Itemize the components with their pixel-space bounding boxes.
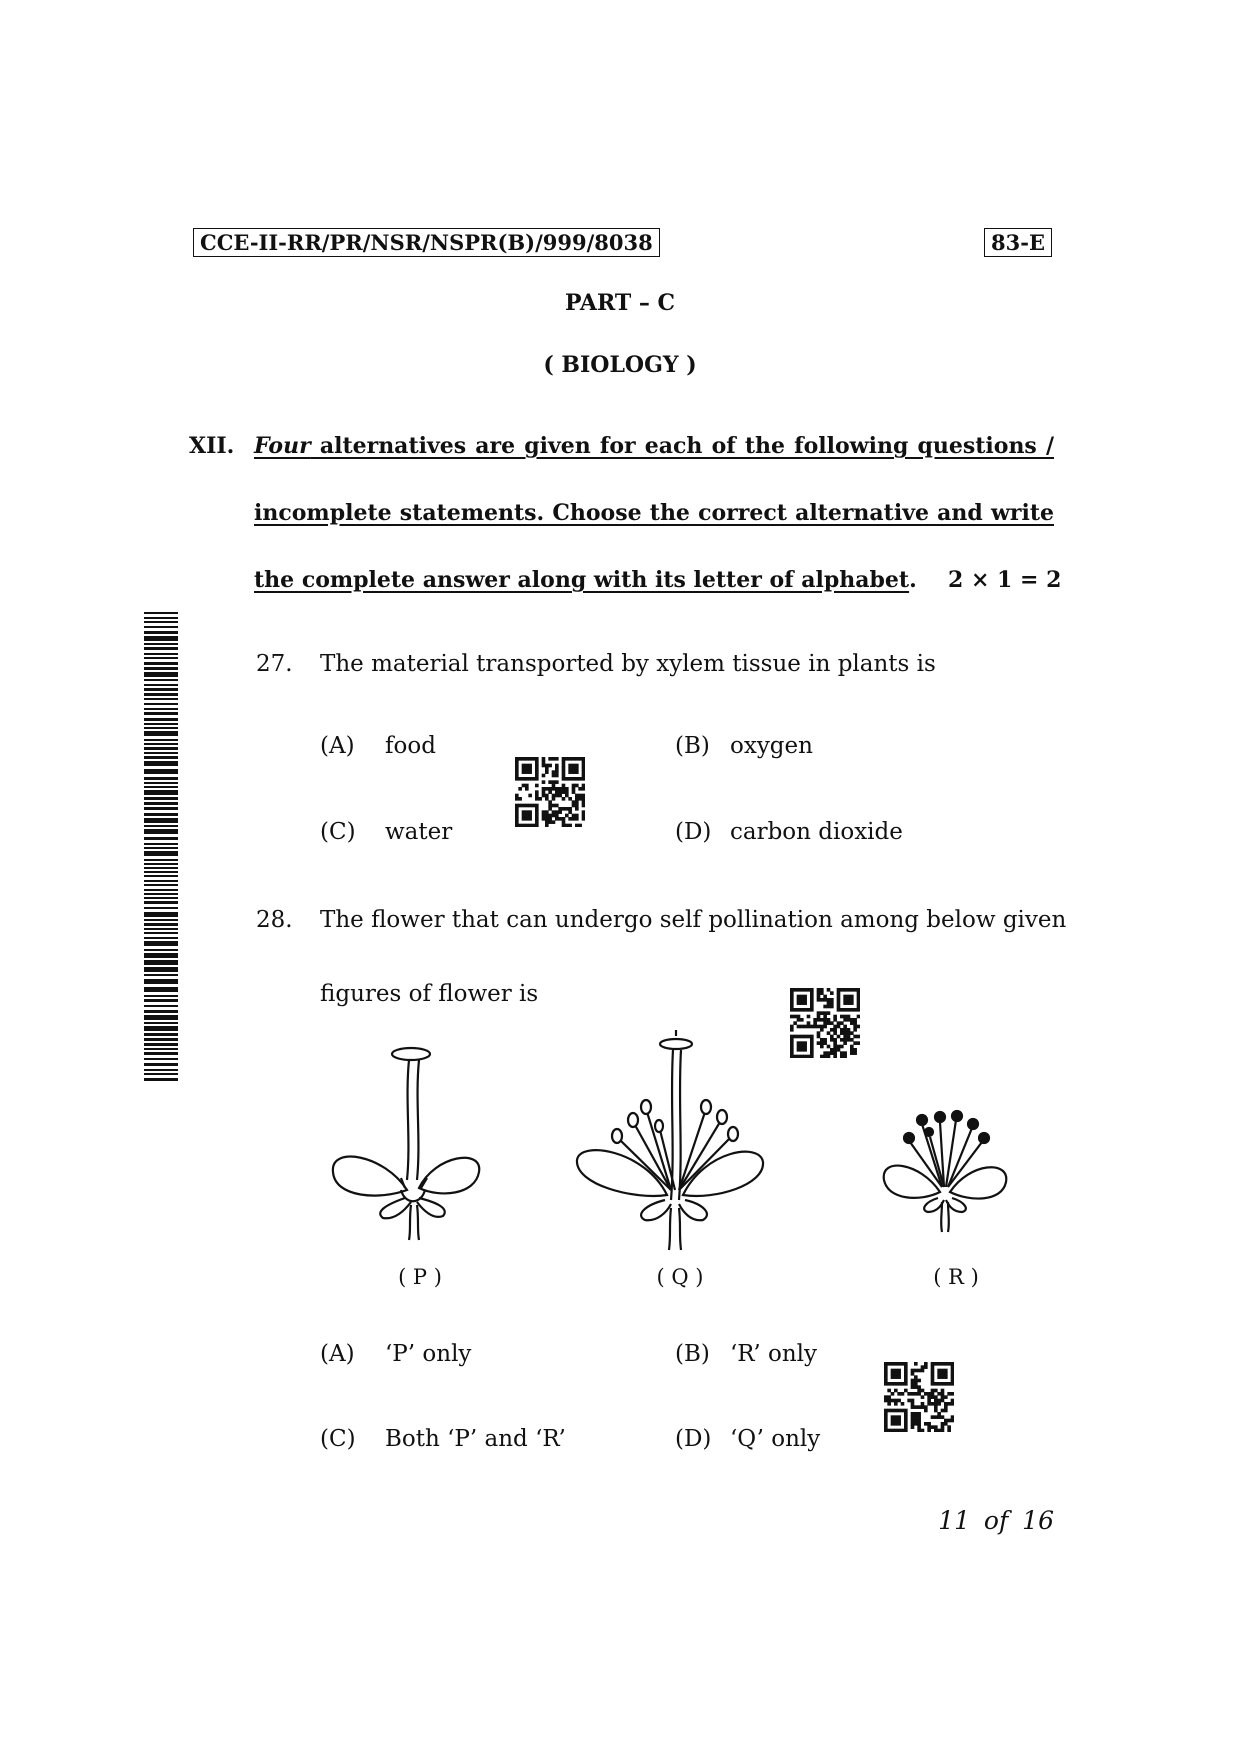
q28-option-a-text: ‘P’ only <box>385 1341 472 1367</box>
q28-option-b-text: ‘R’ only <box>730 1341 818 1367</box>
paper-code: 83-E <box>984 228 1052 257</box>
flower-figure-r <box>880 1102 1010 1236</box>
exam-code: CCE-II-RR/PR/NSR/NSPR(B)/999/8038 <box>193 228 660 257</box>
q28-option-c-text: Both ‘P’ and ‘R’ <box>385 1426 566 1452</box>
instruction-line-3-end: . <box>909 567 917 593</box>
question-28-text-line-1: The flower that can undergo self pollination among below given <box>320 907 1067 933</box>
instruction-line-3 <box>254 566 917 594</box>
q27-option-b-letter: (B) <box>675 733 710 759</box>
q27-option-a-text: food <box>385 733 436 759</box>
flower-figure-p <box>325 1040 495 1244</box>
figure-caption-q: ( Q ) <box>656 1265 704 1289</box>
q27-option-c-letter: (C) <box>320 819 356 845</box>
figure-caption-r: ( R ) <box>933 1265 979 1289</box>
qr-code-icon <box>790 988 860 1058</box>
instruction-line-1 <box>254 432 1054 460</box>
q28-option-c-letter: (C) <box>320 1426 356 1452</box>
instruction-line-3-text: the complete answer along with its letter of alphabet <box>254 567 910 593</box>
q28-option-b-letter: (B) <box>675 1341 710 1367</box>
question-27-number: 27. <box>256 651 293 677</box>
part-title: PART – C <box>564 290 676 316</box>
flower-figure-q <box>575 1030 765 1254</box>
question-28-text-line-2: figures of flower is <box>320 981 539 1007</box>
question-28-number: 28. <box>256 907 293 933</box>
instruction-four: Four <box>254 433 311 459</box>
q28-option-d-text: ‘Q’ only <box>730 1426 821 1452</box>
marks: 2 × 1 = 2 <box>948 567 1062 593</box>
q28-option-a-letter: (A) <box>320 1341 355 1367</box>
section-number: XII. <box>189 433 235 459</box>
q27-option-d-letter: (D) <box>675 819 712 845</box>
barcode-icon <box>144 612 178 1082</box>
qr-code-icon <box>515 757 585 827</box>
q28-option-d-letter: (D) <box>675 1426 712 1452</box>
q27-option-d-text: carbon dioxide <box>730 819 903 845</box>
page-number: 11 of 16 <box>938 1506 1054 1535</box>
question-27-text: The material transported by xylem tissue in plants is <box>320 651 936 677</box>
qr-code-icon <box>884 1362 954 1432</box>
q27-option-b-text: oxygen <box>730 733 813 759</box>
subject-title: ( BIOLOGY ) <box>543 352 697 378</box>
q27-option-c-text: water <box>385 819 453 845</box>
instruction-line-1-rest: alternatives are given for each of the following questions / <box>310 433 1054 459</box>
q27-option-a-letter: (A) <box>320 733 355 759</box>
instruction-line-2: incomplete statements. Choose the correct alternative and write <box>254 500 1054 526</box>
figure-caption-p: ( P ) <box>398 1265 442 1289</box>
